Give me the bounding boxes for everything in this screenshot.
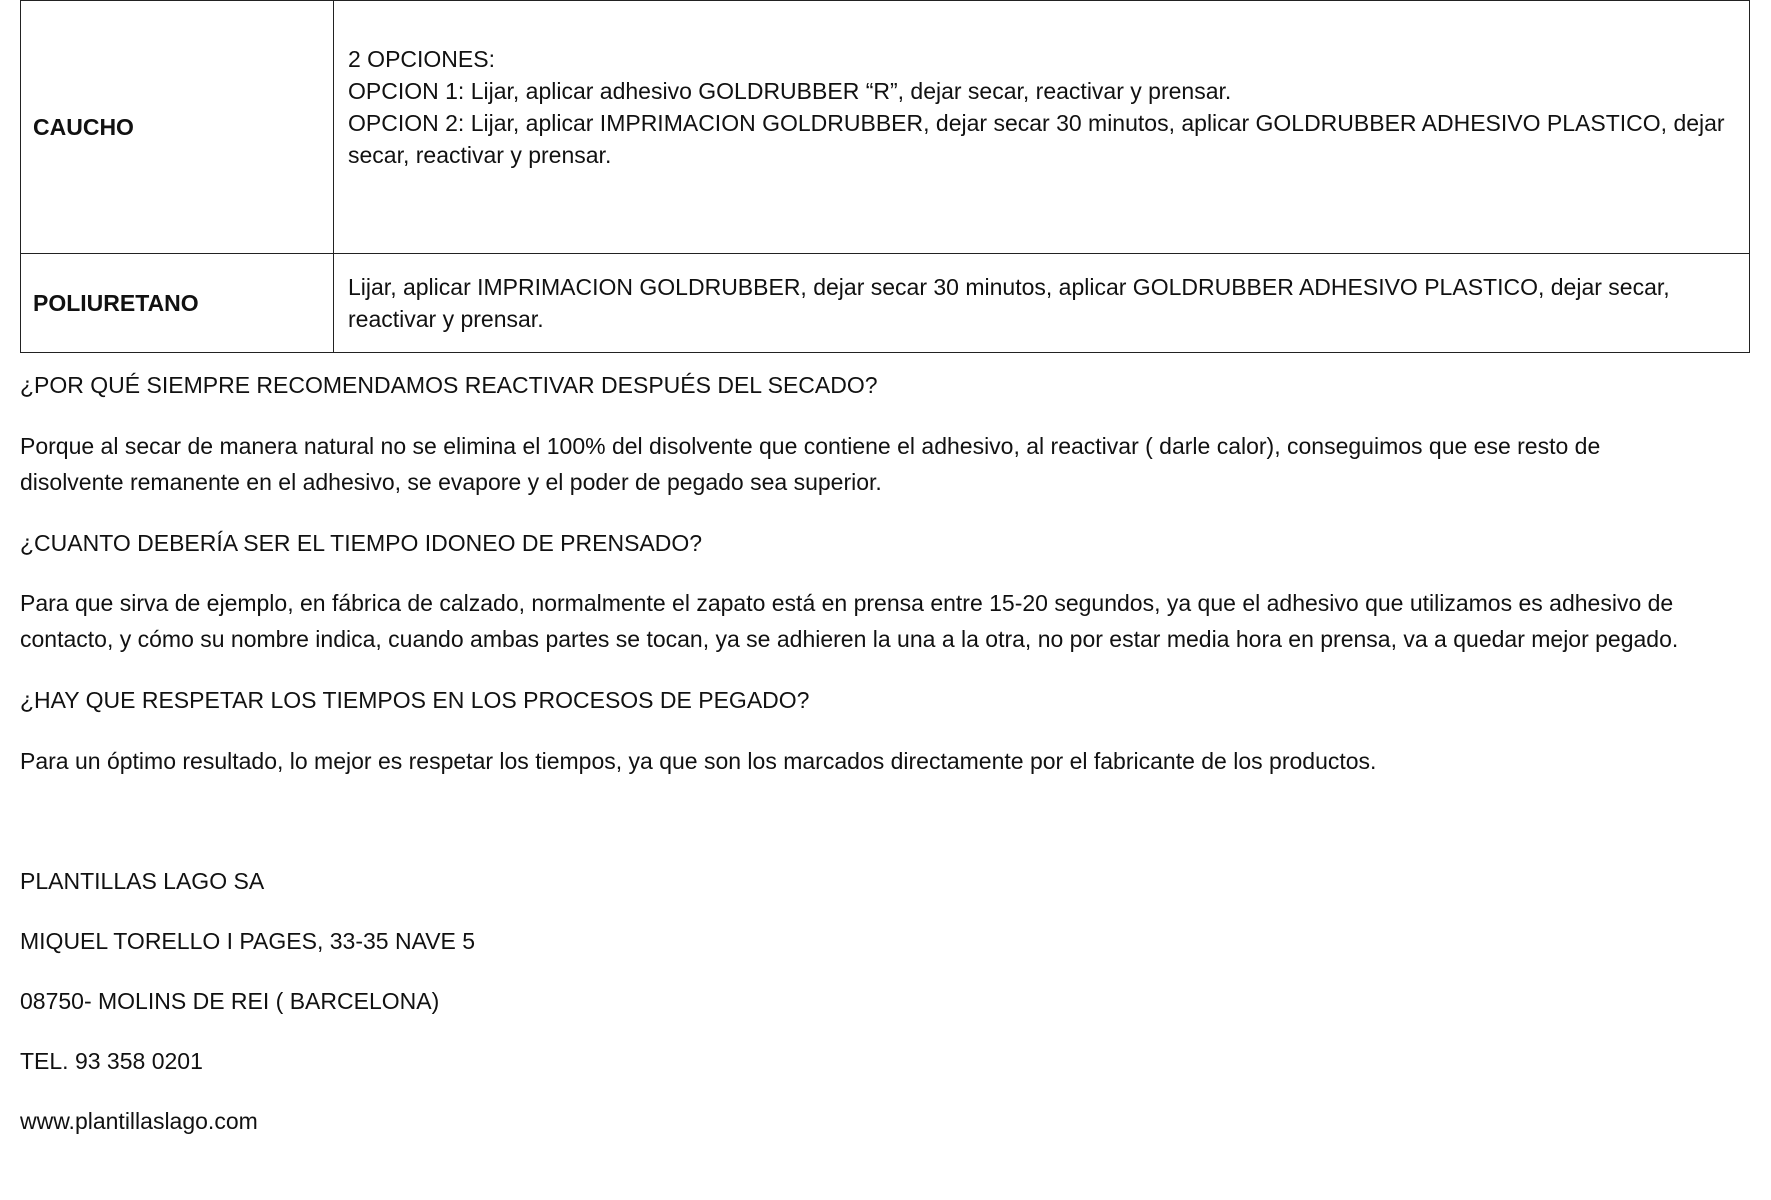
material-description [334, 1, 1750, 254]
faq-answer-line: Porque al secar de manera natural no se elimina el 100% del disolvente que contiene el adhesivo, al reactivar ( darle calor), conseguimos que ese resto de [20, 433, 1601, 459]
company-name: PLANTILLAS LAGO SA [20, 868, 265, 894]
description-line: secar, reactivar y prensar. [348, 142, 612, 168]
company-address: MIQUEL TORELLO I PAGES, 33-35 NAVE 5 [20, 928, 476, 954]
materials-table [20, 0, 1750, 353]
material-name: POLIURETANO [21, 254, 334, 353]
company-website: www.plantillaslago.com [20, 1108, 258, 1134]
description-line: reactivar y prensar. [348, 306, 544, 332]
description-line: OPCION 2: Lijar, aplicar IMPRIMACION GOLDRUBBER, dejar secar 30 minutos, aplicar GOLDRUBBER ADHESIVO PLASTICO, dejar [348, 110, 1725, 136]
table-row [21, 254, 1750, 353]
faq-answer-line: disolvente remanente en el adhesivo, se evapore y el poder de pegado sea superior. [20, 469, 882, 495]
description-line: 2 OPCIONES: [348, 46, 495, 72]
company-phone: TEL. 93 358 0201 [20, 1048, 203, 1074]
company-city: 08750- MOLINS DE REI ( BARCELONA) [20, 988, 440, 1014]
material-description [334, 254, 1750, 353]
description-line: Lijar, aplicar IMPRIMACION GOLDRUBBER, dejar secar 30 minutos, aplicar GOLDRUBBER ADHESIVO PLASTICO, dejar secar, [348, 274, 1670, 300]
faq-question: ¿CUANTO DEBERÍA SER EL TIEMPO IDONEO DE PRENSADO? [20, 530, 703, 556]
faq-answer-line: Para un óptimo resultado, lo mejor es respetar los tiempos, ya que son los marcados directamente por el fabricante de los productos. [20, 748, 1377, 774]
faq-answer-line: contacto, y cómo su nombre indica, cuando ambas partes se tocan, ya se adhieren la una a la otra, no por estar media hora en prensa, va a quedar mejor pegado. [20, 626, 1679, 652]
description-line: OPCION 1: Lijar, aplicar adhesivo GOLDRUBBER “R”, dejar secar, reactivar y prensar. [348, 78, 1232, 104]
table-row [21, 1, 1750, 254]
material-name: CAUCHO [21, 1, 334, 254]
faq-question: ¿HAY QUE RESPETAR LOS TIEMPOS EN LOS PROCESOS DE PEGADO? [20, 687, 810, 713]
faq-answer-line: Para que sirva de ejemplo, en fábrica de calzado, normalmente el zapato está en prensa entre 15-20 segundos, ya que el adhesivo que utilizamos es adhesivo de [20, 590, 1674, 616]
faq-question: ¿POR QUÉ SIEMPRE RECOMENDAMOS REACTIVAR DESPUÉS DEL SECADO? [20, 372, 878, 398]
